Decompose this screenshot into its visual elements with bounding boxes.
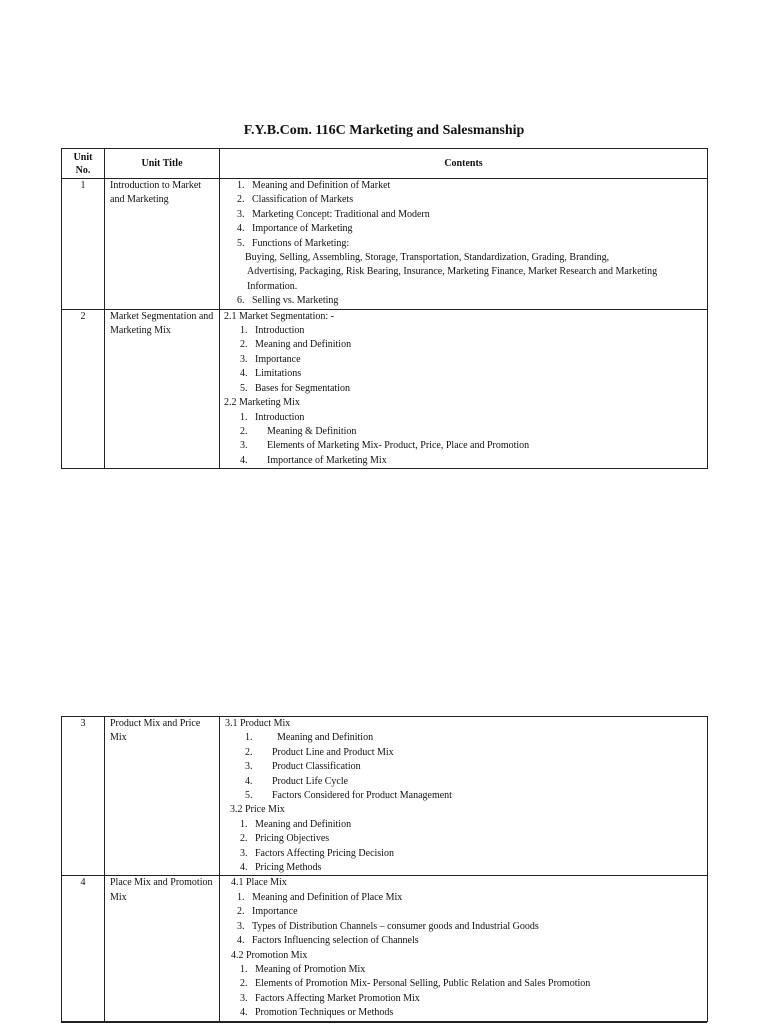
table-row-unit-1: [62, 179, 708, 310]
list-item: 2. Meaning & Definition: [240, 425, 357, 437]
table-row-unit-4: [62, 876, 708, 1021]
header-unit-no: Unit No.: [62, 149, 105, 179]
unit-title: Place Mix and Promotion Mix: [105, 876, 220, 1021]
list-item: 1. Introduction: [240, 325, 305, 337]
table-continuation-border: [61, 1022, 707, 1023]
table-row-unit-2: [62, 309, 708, 468]
unit-number: 4: [62, 876, 105, 1021]
list-item: 1. Meaning and Definition: [240, 818, 352, 830]
list-item: 2. Importance: [237, 906, 298, 918]
list-item: 5. Bases for Segmentation: [240, 382, 350, 394]
unit-number: 2: [62, 309, 105, 468]
syllabus-table-page-2: [61, 716, 708, 1022]
table-header-row: [62, 149, 708, 179]
list-item: 4. Product Life Cycle: [245, 775, 349, 787]
unit-contents: [220, 179, 708, 310]
list-item: 4. Importance of Marketing Mix: [240, 454, 387, 466]
unit-title: Product Mix and Price Mix: [105, 717, 220, 876]
document-title: F.Y.B.Com. 116C Marketing and Salesmanship: [243, 123, 525, 138]
list-item: 4. Importance of Marketing: [237, 223, 353, 235]
list-item: 5. Factors Considered for Product Management: [245, 790, 452, 802]
list-item: 5. Functions of Marketing:: [237, 237, 350, 249]
list-item: 1. Meaning and Definition of Market: [237, 180, 391, 191]
section-heading: 3.1 Product Mix: [225, 718, 291, 729]
list-item: 3. Importance: [240, 353, 301, 365]
list-item: 3. Factors Affecting Pricing Decision: [240, 847, 394, 859]
header-contents: Contents: [220, 149, 708, 179]
list-item-continuation: Advertising, Packaging, Risk Bearing, Insurance, Marketing Finance, Market Research and Marketing: [247, 266, 658, 278]
list-item: 4. Factors Influencing selection of Channels: [237, 935, 419, 947]
list-item-continuation: Information.: [247, 280, 298, 292]
list-item: 1. Meaning and Definition of Place Mix: [237, 891, 403, 903]
list-item: 2. Meaning and Definition: [240, 339, 352, 351]
unit-contents: [220, 717, 708, 876]
list-item: 4. Limitations: [240, 368, 302, 380]
section-heading: 3.2 Price Mix: [230, 804, 285, 816]
table-row-unit-3: [62, 717, 708, 876]
list-item: 3. Elements of Marketing Mix- Product, Price, Place and Promotion: [240, 440, 530, 452]
list-item: 3. Product Classification: [245, 761, 361, 773]
unit-title: Introduction to Market and Marketing: [105, 179, 220, 310]
section-heading: 2.2 Marketing Mix: [224, 397, 300, 409]
list-item: 6. Selling vs. Marketing: [237, 295, 339, 307]
list-item: 1. Introduction: [240, 411, 305, 423]
list-item: 2. Classification of Markets: [237, 194, 354, 206]
list-item: 3. Factors Affecting Market Promotion Mix: [240, 992, 420, 1004]
list-item: 2. Product Line and Product Mix: [245, 746, 394, 758]
section-heading: 4.2 Promotion Mix: [231, 949, 308, 961]
unit-title: Market Segmentation and Marketing Mix: [105, 309, 220, 468]
list-item: 1. Meaning and Definition: [245, 732, 374, 744]
list-item: 3. Types of Distribution Channels – consumer goods and Industrial Goods: [237, 920, 539, 932]
unit-contents: [220, 309, 708, 468]
list-item: 2. Pricing Objectives: [240, 833, 330, 845]
unit-contents: [220, 876, 708, 1021]
syllabus-table-page-1: [61, 148, 708, 469]
section-heading: 4.1 Place Mix: [231, 877, 287, 889]
list-item: 1. Meaning of Promotion Mix: [240, 963, 366, 975]
list-item: 4. Pricing Methods: [240, 862, 322, 874]
list-item: 3. Marketing Concept: Traditional and Modern: [237, 208, 430, 220]
list-item-continuation: Buying, Selling, Assembling, Storage, Transportation, Standardization, Grading, Branding,: [245, 252, 610, 264]
header-unit-title: Unit Title: [105, 149, 220, 179]
list-item: 2. Elements of Promotion Mix- Personal Selling, Public Relation and Sales Promotion: [240, 978, 591, 990]
list-item: 4. Promotion Techniques or Methods: [240, 1007, 394, 1019]
unit-number: 3: [62, 717, 105, 876]
unit-number: 1: [62, 179, 105, 310]
section-heading: 2.1 Market Segmentation: -: [224, 310, 334, 322]
